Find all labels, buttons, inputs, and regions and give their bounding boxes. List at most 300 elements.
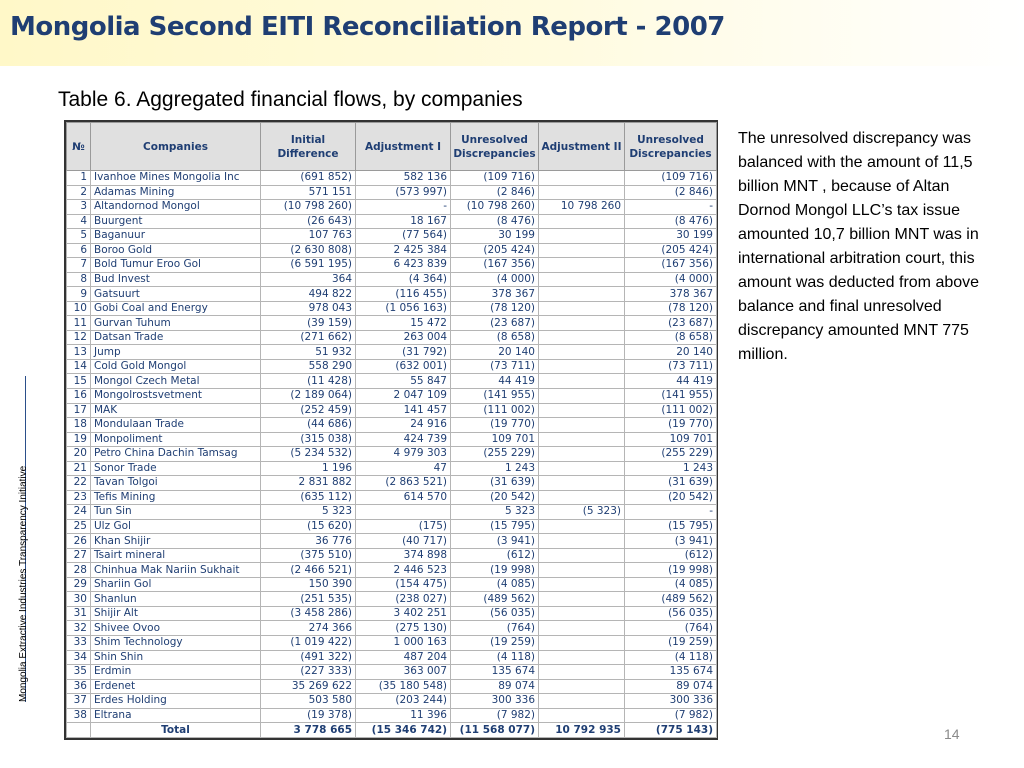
row-number-cell: 17 <box>67 403 91 418</box>
table-header-row <box>67 123 717 171</box>
col-header-unresolved-1: Unresolved Discrepancies <box>451 123 539 171</box>
adjustment-1-cell: 6 423 839 <box>356 258 451 273</box>
table-row <box>67 214 717 229</box>
unresolved-1-cell: (10 798 260) <box>451 200 539 215</box>
table-row <box>67 345 717 360</box>
row-number-cell: 2 <box>67 185 91 200</box>
row-number-cell: 20 <box>67 447 91 462</box>
table-row <box>67 374 717 389</box>
company-name-cell: Ulz Gol <box>91 519 261 534</box>
initial-difference-cell: (251 535) <box>261 592 356 607</box>
adjustment-2-cell <box>539 548 625 563</box>
unresolved-1-cell: (7 982) <box>451 708 539 723</box>
row-number-cell: 1 <box>67 171 91 186</box>
unresolved-2-cell: (56 035) <box>625 606 717 621</box>
row-number-cell: 27 <box>67 548 91 563</box>
adjustment-1-cell: 11 396 <box>356 708 451 723</box>
initial-difference-cell: 2 831 882 <box>261 476 356 491</box>
row-number-cell: 16 <box>67 388 91 403</box>
total-company-name-cell: Total <box>91 723 261 738</box>
company-name-cell: Cold Gold Mongol <box>91 359 261 374</box>
table-row <box>67 708 717 723</box>
unresolved-2-cell: (3 941) <box>625 534 717 549</box>
adjustment-1-cell: 363 007 <box>356 665 451 680</box>
adjustment-2-cell <box>539 330 625 345</box>
unresolved-1-cell: 378 367 <box>451 287 539 302</box>
adjustment-1-cell: 2 047 109 <box>356 388 451 403</box>
adjustment-1-cell: (40 717) <box>356 534 451 549</box>
adjustment-1-cell: (203 244) <box>356 694 451 709</box>
initial-difference-cell: (6 591 195) <box>261 258 356 273</box>
unresolved-2-cell: (612) <box>625 548 717 563</box>
table-row <box>67 534 717 549</box>
table-row <box>67 272 717 287</box>
company-name-cell: Erdenet <box>91 679 261 694</box>
company-name-cell: Erdmin <box>91 665 261 680</box>
table-row <box>67 577 717 592</box>
unresolved-1-cell: (19 259) <box>451 636 539 651</box>
unresolved-2-cell: 44 419 <box>625 374 717 389</box>
table-row <box>67 243 717 258</box>
table-row <box>67 563 717 578</box>
adjustment-2-cell <box>539 606 625 621</box>
adjustment-1-cell: (35 180 548) <box>356 679 451 694</box>
adjustment-2-cell <box>539 316 625 331</box>
adjustment-1-cell: 2 425 384 <box>356 243 451 258</box>
initial-difference-cell: (26 643) <box>261 214 356 229</box>
adjustment-2-cell <box>539 621 625 636</box>
unresolved-2-cell: (255 229) <box>625 447 717 462</box>
adjustment-2-cell <box>539 563 625 578</box>
initial-difference-cell: 107 763 <box>261 229 356 244</box>
adjustment-2-cell <box>539 258 625 273</box>
table-body <box>67 171 717 738</box>
initial-difference-cell: 503 580 <box>261 694 356 709</box>
table-row <box>67 330 717 345</box>
row-number-cell: 10 <box>67 301 91 316</box>
unresolved-1-cell: (205 424) <box>451 243 539 258</box>
unresolved-1-cell: (8 476) <box>451 214 539 229</box>
company-name-cell: Bold Tumur Eroo Gol <box>91 258 261 273</box>
adjustment-2-cell <box>539 388 625 403</box>
row-number-cell: 13 <box>67 345 91 360</box>
adjustment-1-cell: 47 <box>356 461 451 476</box>
adjustment-2-cell <box>539 403 625 418</box>
unresolved-1-cell: (73 711) <box>451 359 539 374</box>
adjustment-2-cell <box>539 694 625 709</box>
adjustment-2-cell <box>539 519 625 534</box>
company-name-cell: Khan Shijir <box>91 534 261 549</box>
adjustment-2-cell <box>539 359 625 374</box>
adjustment-2-cell <box>539 461 625 476</box>
initial-difference-cell: (315 038) <box>261 432 356 447</box>
initial-difference-cell: 5 323 <box>261 505 356 520</box>
initial-difference-cell: (39 159) <box>261 316 356 331</box>
table-row <box>67 548 717 563</box>
adjustment-2-cell <box>539 272 625 287</box>
unresolved-1-cell: 44 419 <box>451 374 539 389</box>
unresolved-2-cell: (141 955) <box>625 388 717 403</box>
adjustment-1-cell: (4 364) <box>356 272 451 287</box>
unresolved-2-cell: (23 687) <box>625 316 717 331</box>
row-number-cell: 30 <box>67 592 91 607</box>
table-row <box>67 606 717 621</box>
unresolved-1-cell: (167 356) <box>451 258 539 273</box>
col-header-companies: Companies <box>91 123 261 171</box>
unresolved-2-cell: (8 476) <box>625 214 717 229</box>
adjustment-2-cell <box>539 418 625 433</box>
adjustment-2-cell <box>539 171 625 186</box>
initial-difference-cell: 1 196 <box>261 461 356 476</box>
col-header-initial-difference: Initial Difference <box>261 123 356 171</box>
table-row <box>67 359 717 374</box>
unresolved-2-cell: (764) <box>625 621 717 636</box>
table-row <box>67 592 717 607</box>
unresolved-2-cell: 109 701 <box>625 432 717 447</box>
unresolved-1-cell: (111 002) <box>451 403 539 418</box>
row-number-cell: 22 <box>67 476 91 491</box>
unresolved-2-cell: (4 000) <box>625 272 717 287</box>
adjustment-2-cell <box>539 243 625 258</box>
unresolved-1-cell: (23 687) <box>451 316 539 331</box>
table-row <box>67 418 717 433</box>
adjustment-1-cell: (2 863 521) <box>356 476 451 491</box>
table-row <box>67 316 717 331</box>
company-name-cell: Shanlun <box>91 592 261 607</box>
company-name-cell: Buurgent <box>91 214 261 229</box>
initial-difference-cell: (375 510) <box>261 548 356 563</box>
company-name-cell: Monpoliment <box>91 432 261 447</box>
adjustment-1-cell: 141 457 <box>356 403 451 418</box>
adjustment-2-cell <box>539 185 625 200</box>
company-name-cell: Adamas Mining <box>91 185 261 200</box>
unresolved-2-cell: 378 367 <box>625 287 717 302</box>
adjustment-2-cell <box>539 650 625 665</box>
initial-difference-cell: (635 112) <box>261 490 356 505</box>
unresolved-2-cell: (111 002) <box>625 403 717 418</box>
table-row <box>67 301 717 316</box>
initial-difference-cell: (691 852) <box>261 171 356 186</box>
adjustment-1-cell: 15 472 <box>356 316 451 331</box>
unresolved-1-cell: (141 955) <box>451 388 539 403</box>
unresolved-2-cell: (19 998) <box>625 563 717 578</box>
table-row <box>67 287 717 302</box>
company-name-cell: Gatsuurt <box>91 287 261 302</box>
initial-difference-cell: (11 428) <box>261 374 356 389</box>
unresolved-2-cell: 89 074 <box>625 679 717 694</box>
company-name-cell: Chinhua Mak Nariin Sukhait <box>91 563 261 578</box>
table-row <box>67 185 717 200</box>
unresolved-1-cell: 89 074 <box>451 679 539 694</box>
company-name-cell: Mongol Czech Metal <box>91 374 261 389</box>
company-name-cell: Jump <box>91 345 261 360</box>
unresolved-2-cell: 20 140 <box>625 345 717 360</box>
adjustment-1-cell: 4 979 303 <box>356 447 451 462</box>
unresolved-1-cell: (31 639) <box>451 476 539 491</box>
company-name-cell: Mondulaan Trade <box>91 418 261 433</box>
row-number-cell: 37 <box>67 694 91 709</box>
row-number-cell: 18 <box>67 418 91 433</box>
unresolved-1-cell: (4 085) <box>451 577 539 592</box>
company-name-cell: Gurvan Tuhum <box>91 316 261 331</box>
adjustment-2-cell <box>539 665 625 680</box>
initial-difference-cell: (491 322) <box>261 650 356 665</box>
adjustment-2-cell <box>539 301 625 316</box>
total-row-number-cell <box>67 723 91 738</box>
table-row <box>67 461 717 476</box>
adjustment-2-cell: 10 798 260 <box>539 200 625 215</box>
row-number-cell: 7 <box>67 258 91 273</box>
adjustment-1-cell: - <box>356 200 451 215</box>
adjustment-2-cell <box>539 214 625 229</box>
unresolved-2-cell: (19 770) <box>625 418 717 433</box>
adjustment-1-cell: (31 792) <box>356 345 451 360</box>
row-number-cell: 5 <box>67 229 91 244</box>
unresolved-2-cell: (8 658) <box>625 330 717 345</box>
adjustment-2-cell: (5 323) <box>539 505 625 520</box>
company-name-cell: Shin Shin <box>91 650 261 665</box>
company-name-cell: Erdes Holding <box>91 694 261 709</box>
company-name-cell: Altandornod Mongol <box>91 200 261 215</box>
table-row <box>67 519 717 534</box>
unresolved-2-cell: - <box>625 200 717 215</box>
company-name-cell: Gobi Coal and Energy <box>91 301 261 316</box>
initial-difference-cell: (2 630 808) <box>261 243 356 258</box>
adjustment-1-cell: 24 916 <box>356 418 451 433</box>
unresolved-1-cell: (19 770) <box>451 418 539 433</box>
initial-difference-cell: (252 459) <box>261 403 356 418</box>
initial-difference-cell: 494 822 <box>261 287 356 302</box>
unresolved-1-cell: (489 562) <box>451 592 539 607</box>
unresolved-2-cell: (7 982) <box>625 708 717 723</box>
table-row <box>67 388 717 403</box>
initial-difference-cell: (271 662) <box>261 330 356 345</box>
table-row <box>67 171 717 186</box>
row-number-cell: 35 <box>67 665 91 680</box>
row-number-cell: 4 <box>67 214 91 229</box>
adjustment-2-cell <box>539 577 625 592</box>
unresolved-1-cell: 5 323 <box>451 505 539 520</box>
unresolved-2-cell: (20 542) <box>625 490 717 505</box>
row-number-cell: 38 <box>67 708 91 723</box>
initial-difference-cell: (1 019 422) <box>261 636 356 651</box>
row-number-cell: 12 <box>67 330 91 345</box>
company-name-cell: Eltrana <box>91 708 261 723</box>
initial-difference-cell: (44 686) <box>261 418 356 433</box>
row-number-cell: 32 <box>67 621 91 636</box>
unresolved-1-cell: 20 140 <box>451 345 539 360</box>
col-header-number: № <box>67 123 91 171</box>
unresolved-1-cell: 300 336 <box>451 694 539 709</box>
unresolved-2-cell: (73 711) <box>625 359 717 374</box>
initial-difference-cell: (5 234 532) <box>261 447 356 462</box>
company-name-cell: Shivee Ovoo <box>91 621 261 636</box>
total-adjustment-2-cell: 10 792 935 <box>539 723 625 738</box>
unresolved-1-cell: 135 674 <box>451 665 539 680</box>
row-number-cell: 25 <box>67 519 91 534</box>
adjustment-2-cell <box>539 534 625 549</box>
adjustment-1-cell: 263 004 <box>356 330 451 345</box>
initial-difference-cell: 274 366 <box>261 621 356 636</box>
initial-difference-cell: (2 189 064) <box>261 388 356 403</box>
explanatory-note: The unresolved discrepancy was balanced with the amount of 11,5 billion MNT , because of Altan Dornod Mongol LLC’s tax issue amounted 10,7 billion MNT was in international arbitration court, this amount was deducted from above balance and final unresolved discrepancy amounted MNT 775 million. <box>738 130 980 363</box>
company-name-cell: Shariin Gol <box>91 577 261 592</box>
unresolved-2-cell: 30 199 <box>625 229 717 244</box>
total-unresolved-2-cell: (775 143) <box>625 723 717 738</box>
company-name-cell: Bud Invest <box>91 272 261 287</box>
adjustment-1-cell: 374 898 <box>356 548 451 563</box>
initial-difference-cell: 51 932 <box>261 345 356 360</box>
unresolved-1-cell: 1 243 <box>451 461 539 476</box>
initial-difference-cell: 150 390 <box>261 577 356 592</box>
adjustment-2-cell <box>539 447 625 462</box>
table-row <box>67 665 717 680</box>
unresolved-1-cell: (4 118) <box>451 650 539 665</box>
adjustment-1-cell: (77 564) <box>356 229 451 244</box>
adjustment-1-cell: 2 446 523 <box>356 563 451 578</box>
initial-difference-cell: (2 466 521) <box>261 563 356 578</box>
adjustment-2-cell <box>539 636 625 651</box>
adjustment-1-cell: 487 204 <box>356 650 451 665</box>
adjustment-1-cell: 1 000 163 <box>356 636 451 651</box>
row-number-cell: 26 <box>67 534 91 549</box>
company-name-cell: Ivanhoe Mines Mongolia Inc <box>91 171 261 186</box>
total-initial-difference-cell: 3 778 665 <box>261 723 356 738</box>
initial-difference-cell: 35 269 622 <box>261 679 356 694</box>
unresolved-2-cell: 300 336 <box>625 694 717 709</box>
adjustment-1-cell: 582 136 <box>356 171 451 186</box>
row-number-cell: 31 <box>67 606 91 621</box>
adjustment-1-cell: (238 027) <box>356 592 451 607</box>
table-total-row <box>67 723 717 738</box>
company-name-cell: Baganuur <box>91 229 261 244</box>
unresolved-1-cell: (255 229) <box>451 447 539 462</box>
adjustment-1-cell: (573 997) <box>356 185 451 200</box>
company-name-cell: Datsan Trade <box>91 330 261 345</box>
page-number: 14 <box>944 726 960 742</box>
adjustment-2-cell <box>539 345 625 360</box>
company-name-cell: Tsairt mineral <box>91 548 261 563</box>
unresolved-2-cell: (109 716) <box>625 171 717 186</box>
initial-difference-cell: (3 458 286) <box>261 606 356 621</box>
company-name-cell: Boroo Gold <box>91 243 261 258</box>
adjustment-1-cell: (275 130) <box>356 621 451 636</box>
adjustment-2-cell <box>539 287 625 302</box>
row-number-cell: 21 <box>67 461 91 476</box>
table-row <box>67 694 717 709</box>
table-row <box>67 505 717 520</box>
unresolved-1-cell: 30 199 <box>451 229 539 244</box>
adjustment-1-cell: (154 475) <box>356 577 451 592</box>
total-unresolved-1-cell: (11 568 077) <box>451 723 539 738</box>
adjustment-2-cell <box>539 592 625 607</box>
row-number-cell: 6 <box>67 243 91 258</box>
unresolved-1-cell: (2 846) <box>451 185 539 200</box>
adjustment-1-cell: 18 167 <box>356 214 451 229</box>
unresolved-1-cell: (15 795) <box>451 519 539 534</box>
adjustment-1-cell: (116 455) <box>356 287 451 302</box>
adjustment-1-cell: (1 056 163) <box>356 301 451 316</box>
adjustment-1-cell: 55 847 <box>356 374 451 389</box>
row-number-cell: 14 <box>67 359 91 374</box>
company-name-cell: Shim Technology <box>91 636 261 651</box>
col-header-unresolved-2: Unresolved Discrepancies <box>625 123 717 171</box>
row-number-cell: 11 <box>67 316 91 331</box>
adjustment-1-cell: 424 739 <box>356 432 451 447</box>
unresolved-2-cell: - <box>625 505 717 520</box>
unresolved-1-cell: (56 035) <box>451 606 539 621</box>
row-number-cell: 36 <box>67 679 91 694</box>
unresolved-1-cell: (3 941) <box>451 534 539 549</box>
adjustment-2-cell <box>539 432 625 447</box>
unresolved-2-cell: (78 120) <box>625 301 717 316</box>
company-name-cell: Tavan Tolgoi <box>91 476 261 491</box>
company-name-cell: MAK <box>91 403 261 418</box>
initial-difference-cell: 558 290 <box>261 359 356 374</box>
row-number-cell: 29 <box>67 577 91 592</box>
row-number-cell: 8 <box>67 272 91 287</box>
initial-difference-cell: 36 776 <box>261 534 356 549</box>
adjustment-1-cell <box>356 505 451 520</box>
initial-difference-cell: (15 620) <box>261 519 356 534</box>
unresolved-2-cell: (15 795) <box>625 519 717 534</box>
initial-difference-cell: (227 333) <box>261 665 356 680</box>
unresolved-2-cell: (205 424) <box>625 243 717 258</box>
table-row <box>67 476 717 491</box>
company-name-cell: Mongolrostsvetment <box>91 388 261 403</box>
company-name-cell: Tun Sin <box>91 505 261 520</box>
side-label: Mongolia Extractive Industries Transparency Initiative <box>18 465 29 702</box>
total-adjustment-1-cell: (15 346 742) <box>356 723 451 738</box>
table-row <box>67 403 717 418</box>
row-number-cell: 34 <box>67 650 91 665</box>
adjustment-2-cell <box>539 490 625 505</box>
table-row <box>67 432 717 447</box>
table-row <box>67 447 717 462</box>
table-row <box>67 621 717 636</box>
table-row <box>67 650 717 665</box>
table-row <box>67 490 717 505</box>
row-number-cell: 23 <box>67 490 91 505</box>
financial-flows-table-container <box>64 120 718 740</box>
financial-flows-table <box>66 122 717 738</box>
unresolved-2-cell: 135 674 <box>625 665 717 680</box>
table-row <box>67 258 717 273</box>
adjustment-2-cell <box>539 476 625 491</box>
unresolved-2-cell: (4 118) <box>625 650 717 665</box>
initial-difference-cell: 978 043 <box>261 301 356 316</box>
unresolved-1-cell: (8 658) <box>451 330 539 345</box>
unresolved-1-cell: (612) <box>451 548 539 563</box>
unresolved-1-cell: 109 701 <box>451 432 539 447</box>
unresolved-2-cell: (167 356) <box>625 258 717 273</box>
table-row <box>67 200 717 215</box>
adjustment-2-cell <box>539 374 625 389</box>
row-number-cell: 9 <box>67 287 91 302</box>
unresolved-2-cell: (4 085) <box>625 577 717 592</box>
page-title: Mongolia Second EITI Reconciliation Report - 2007 <box>10 12 725 42</box>
unresolved-2-cell: (489 562) <box>625 592 717 607</box>
company-name-cell: Sonor Trade <box>91 461 261 476</box>
initial-difference-cell: (19 378) <box>261 708 356 723</box>
adjustment-1-cell: 3 402 251 <box>356 606 451 621</box>
adjustment-2-cell <box>539 229 625 244</box>
initial-difference-cell: 364 <box>261 272 356 287</box>
col-header-adjustment-1: Adjustment I <box>356 123 451 171</box>
row-number-cell: 33 <box>67 636 91 651</box>
adjustment-1-cell: (175) <box>356 519 451 534</box>
adjustment-1-cell: 614 570 <box>356 490 451 505</box>
